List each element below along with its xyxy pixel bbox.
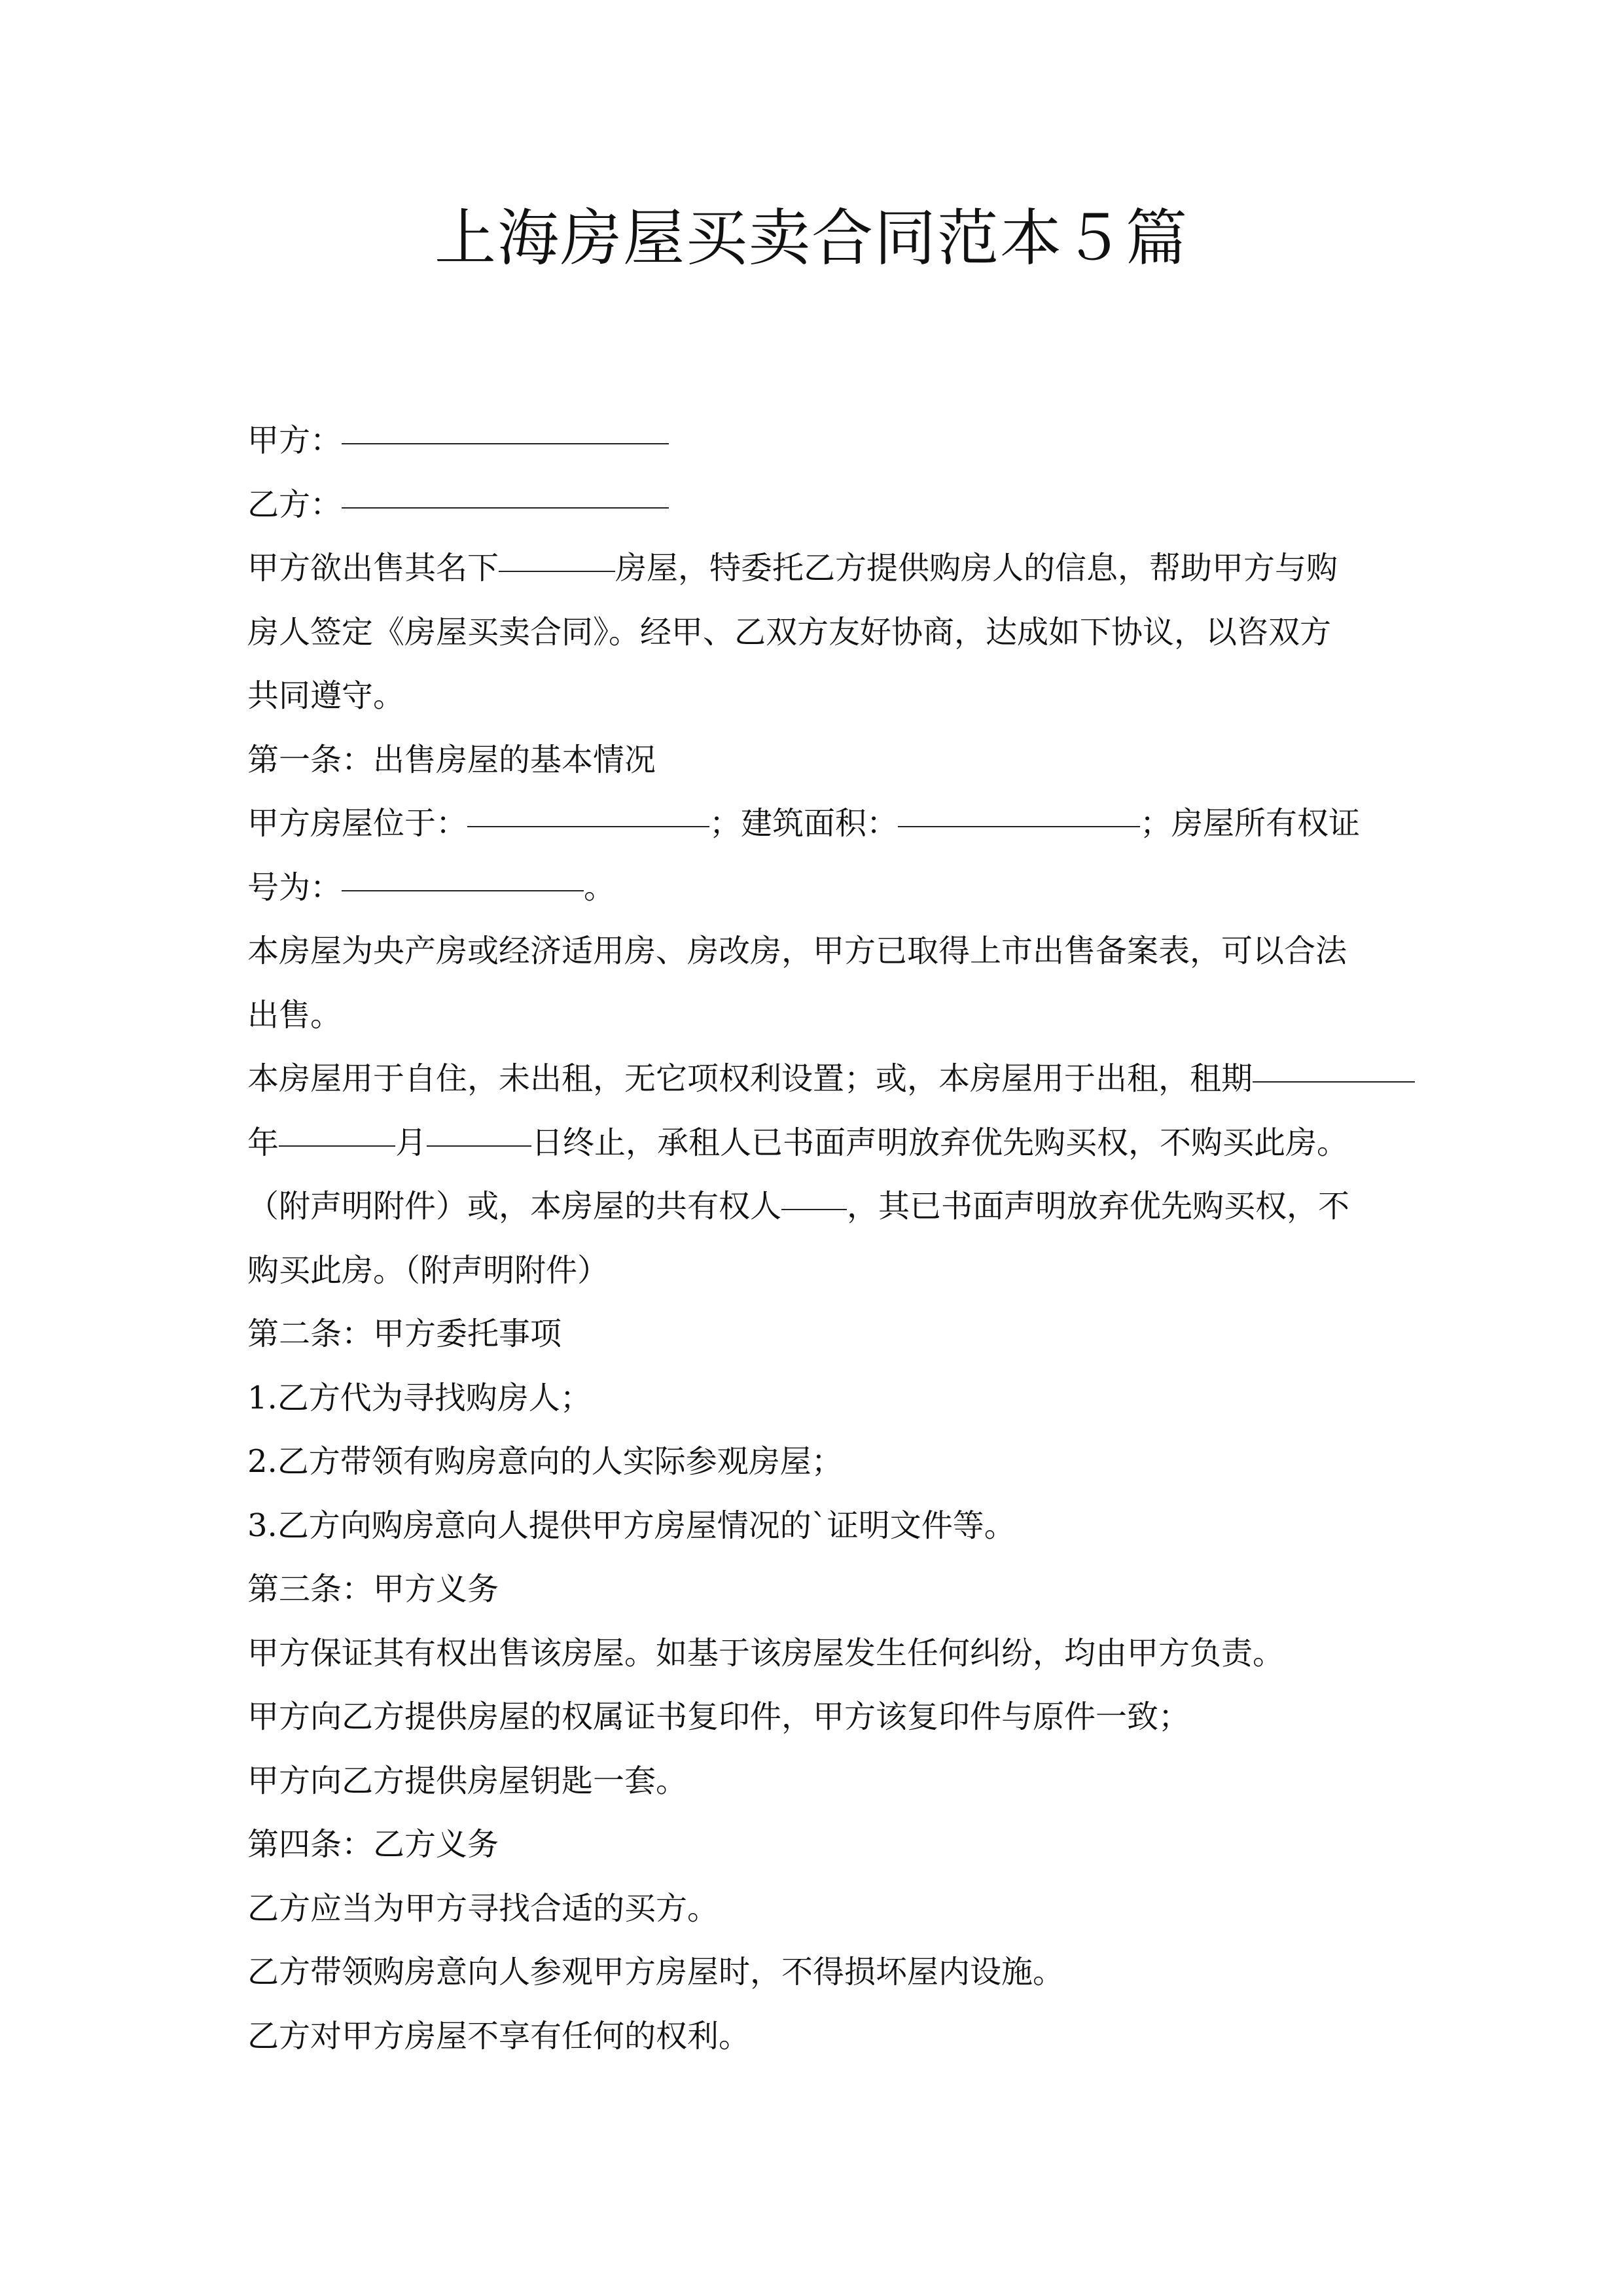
article-2-item-3: 3.乙方向购房意向人提供甲方房屋情况的`证明文件等。 xyxy=(247,1507,1016,1544)
co-owner-text-a: （附声明附件）或，本房屋的共有权人 xyxy=(247,1188,782,1225)
intro-text-1a: 甲方欲出售其名下 xyxy=(247,550,499,586)
usage-line-4: 购买此房。（附声明附件） xyxy=(247,1251,609,1289)
month-blank xyxy=(427,1145,531,1147)
party-a-blank xyxy=(342,442,669,444)
day-end-text: 日终止，承租人已书面声明放弃优先购买权，不购买此房。 xyxy=(531,1124,1349,1161)
year-label: 年 xyxy=(247,1124,279,1161)
party-b-line xyxy=(247,473,1399,537)
article-3-item-2: 甲方向乙方提供房屋的权属证书复印件，甲方该复印件与原件一致； xyxy=(247,1698,1190,1735)
year-blank xyxy=(279,1145,395,1147)
property-type-line-1: 本房屋为央产房或经济适用房、房改房，甲方已取得上市出售备案表，可以合法 xyxy=(247,933,1347,969)
party-b-label: 乙方： xyxy=(247,486,342,523)
property-info-line-2 xyxy=(247,856,1399,920)
intro-line-1 xyxy=(247,537,1399,601)
certificate-number-label: 号为： xyxy=(247,869,342,906)
article-4-heading: 第四条：乙方义务 xyxy=(247,1826,499,1863)
location-label: 甲方房屋位于： xyxy=(247,805,468,842)
article-2-item-2: 2.乙方带领有购房意向的人实际参观房屋； xyxy=(247,1443,843,1480)
area-blank xyxy=(898,825,1140,827)
party-b-blank xyxy=(342,507,669,509)
certificate-number-blank xyxy=(342,889,584,891)
co-owner-blank xyxy=(781,1208,847,1210)
article-1-heading: 第一条：出售房屋的基本情况 xyxy=(247,741,656,778)
co-owner-text-b: ，其已书面声明放弃优先购买权，不 xyxy=(847,1188,1350,1225)
article-4-item-3: 乙方对甲方房屋不享有任何的权利。 xyxy=(247,2017,751,2054)
article-2-item-1: 1.乙方代为寻找购房人； xyxy=(247,1379,592,1416)
usage-text: 本房屋用于自住，未出租，无它项权利设置；或，本房屋用于出租，租期 xyxy=(247,1060,1253,1097)
property-name-blank xyxy=(499,570,615,572)
article-4-item-1: 乙方应当为甲方寻找合适的买方。 xyxy=(247,1890,719,1927)
lease-term-blank xyxy=(1253,1081,1415,1083)
party-a-line xyxy=(247,409,1399,473)
article-3-heading: 第三条：甲方义务 xyxy=(247,1571,499,1607)
article-2-heading: 第二条：甲方委托事项 xyxy=(247,1316,562,1352)
article-3-item-3: 甲方向乙方提供房屋钥匙一套。 xyxy=(247,1762,688,1799)
article-4-item-2: 乙方带领购房意向人参观甲方房屋时，不得损坏屋内设施。 xyxy=(247,1954,1065,1990)
document-title: 上海房屋买卖合同范本５篇 xyxy=(434,203,1188,274)
area-label: ；建筑面积： xyxy=(709,805,899,842)
article-3-item-1: 甲方保证其有权出售该房屋。如基于该房屋发生任何纠纷，均由甲方负责。 xyxy=(247,1634,1285,1672)
usage-line-2 xyxy=(247,1111,1399,1175)
party-a-label: 甲方： xyxy=(247,422,342,459)
month-label: 月 xyxy=(395,1124,427,1161)
document-body xyxy=(247,409,1399,2068)
location-blank xyxy=(467,825,709,827)
certificate-label: ；房屋所有权证 xyxy=(1140,805,1361,842)
intro-line-3: 共同遵守。 xyxy=(247,677,405,714)
property-info-line-1 xyxy=(247,792,1399,856)
property-type-line-2: 出售。 xyxy=(247,996,342,1033)
intro-line-2: 房人签定《房屋买卖合同》。经甲、乙双方友好协商，达成如下协议，以咨双方 xyxy=(247,613,1332,651)
certificate-end: 。 xyxy=(584,869,616,906)
usage-line-3 xyxy=(247,1175,1399,1239)
intro-text-1b: 房屋，特委托乙方提供购房人的信息，帮助甲方与购 xyxy=(615,550,1338,586)
usage-line-1 xyxy=(247,1047,1399,1111)
